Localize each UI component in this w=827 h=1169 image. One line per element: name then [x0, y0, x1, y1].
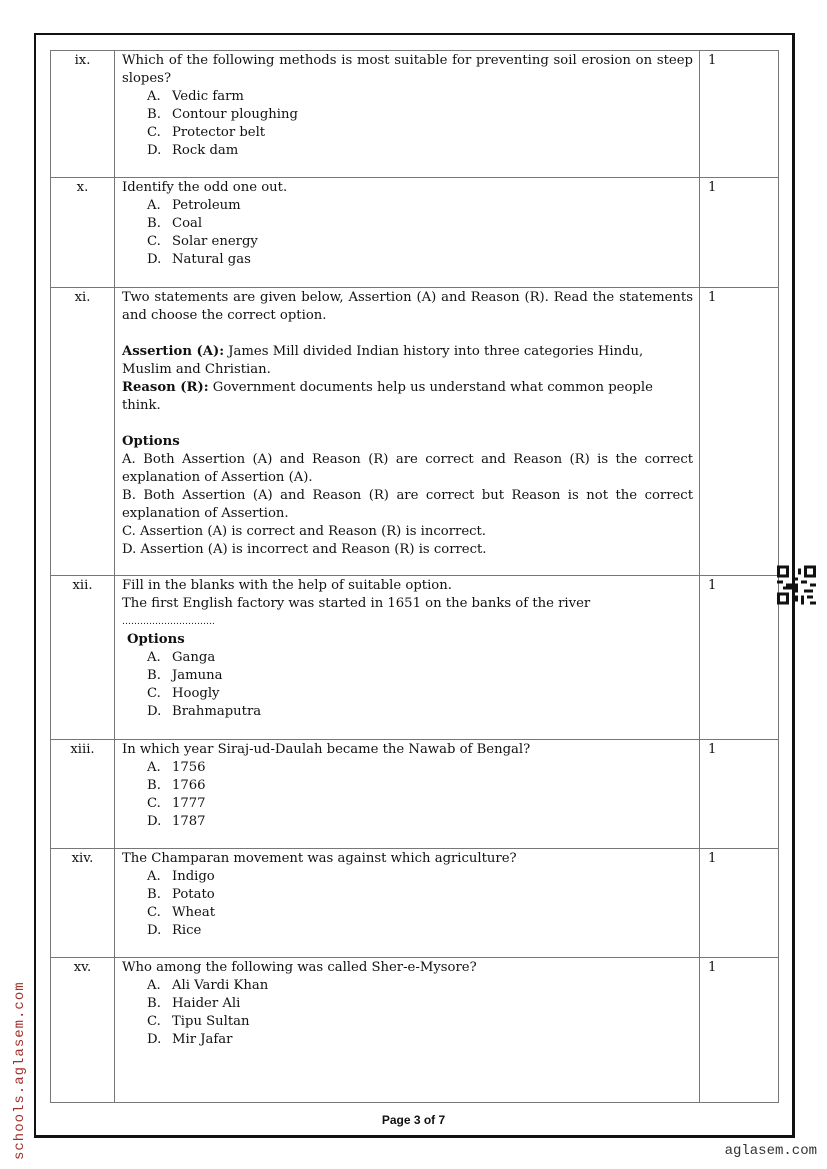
question-text: Who among the following was called Sher-e-Mysore?: [122, 960, 477, 975]
question-marks: 1: [700, 740, 779, 849]
question-marks: 1: [700, 849, 779, 958]
option-text: Coal: [172, 216, 203, 231]
option-letter: B.: [147, 216, 161, 231]
reason: [122, 379, 693, 415]
option-text: 1777: [172, 796, 206, 811]
option: [122, 868, 693, 886]
option-text: 1766: [172, 778, 206, 793]
question-body: [115, 51, 700, 178]
option-letter: B.: [147, 668, 161, 683]
option-text: Hoogly: [172, 686, 220, 701]
option-letter: A.: [147, 198, 161, 213]
option-text: Rice: [172, 923, 202, 938]
option: [122, 977, 693, 995]
question-row: [51, 740, 779, 849]
spacer: [122, 415, 693, 433]
option-text: Haider Ali: [172, 996, 241, 1011]
option-letter: C.: [147, 905, 161, 920]
assertion-text: James Mill divided Indian history into three categories Hindu, Muslim and Christian.: [122, 344, 644, 377]
options-label: [122, 433, 693, 451]
option: [122, 777, 693, 795]
question-marks: 1: [700, 576, 779, 740]
option: [122, 1013, 693, 1031]
options-heading: Options: [127, 632, 185, 647]
assertion: [122, 343, 693, 379]
option-text: Natural gas: [172, 252, 251, 267]
question-marks: 1: [700, 958, 779, 1103]
question-number: xi.: [51, 288, 115, 576]
option-text: 1787: [172, 814, 206, 829]
option: [122, 251, 693, 269]
question-row: [51, 51, 779, 178]
question-marks: 1: [700, 178, 779, 288]
option: [122, 233, 693, 251]
option-letter: A.: [147, 760, 161, 775]
option: [122, 215, 693, 233]
question-body: [115, 178, 700, 288]
option-letter: B.: [147, 778, 161, 793]
question-number: xv.: [51, 958, 115, 1103]
question-text: The Champaran movement was against which agriculture?: [122, 851, 517, 866]
option: A. Both Assertion (A) and Reason (R) are correct and Reason (R) is the correct explanation of Assertion (A).: [122, 452, 693, 485]
question-number: xiv.: [51, 849, 115, 958]
question-marks: 1: [700, 288, 779, 576]
option: [122, 649, 693, 667]
option-letter: D.: [147, 252, 162, 267]
option-text: 1756: [172, 760, 206, 775]
option-letter: D.: [147, 1032, 162, 1047]
option-text: Ganga: [172, 650, 216, 665]
option-letter: C.: [147, 686, 161, 701]
question-body: [115, 740, 700, 849]
question-body: [115, 288, 700, 576]
option: [122, 795, 693, 813]
option: B. Both Assertion (A) and Reason (R) are correct but Reason is not the correct explanation of Assertion.: [122, 488, 693, 521]
option-text: Potato: [172, 887, 215, 902]
reason-label: Reason (R):: [122, 380, 209, 395]
option: [122, 106, 693, 124]
assertion-label: Assertion (A):: [122, 344, 225, 359]
question-text: Identify the odd one out.: [122, 180, 288, 195]
options-heading: Options: [122, 434, 180, 449]
bottom-watermark: aglasem.com: [724, 1143, 817, 1159]
option: C. Assertion (A) is correct and Reason (R) is incorrect.: [122, 524, 487, 539]
question-number: xiii.: [51, 740, 115, 849]
question-text: In which year Siraj-ud-Daulah became the Nawab of Bengal?: [122, 742, 531, 757]
side-watermark: schools.aglasem.com: [12, 981, 28, 1160]
option-letter: A.: [147, 869, 161, 884]
option: [122, 759, 693, 777]
option: [122, 685, 693, 703]
question-body: [115, 958, 700, 1103]
question-row: [51, 576, 779, 740]
option: [122, 197, 693, 215]
option: [122, 142, 693, 160]
question-number: xii.: [51, 576, 115, 740]
option-text: Petroleum: [172, 198, 241, 213]
option: [122, 88, 693, 106]
question-text: Which of the following methods is most suitable for preventing soil erosion on steep slopes?: [122, 53, 693, 86]
option-letter: B.: [147, 107, 161, 122]
option-text: Mir Jafar: [172, 1032, 233, 1047]
option-text: Protector belt: [172, 125, 266, 140]
reason-text: Government documents help us understand what common people think.: [122, 380, 653, 413]
option: [122, 124, 693, 142]
option-text: Brahmaputra: [172, 704, 262, 719]
option-text: Tipu Sultan: [172, 1014, 250, 1029]
option: [122, 995, 693, 1013]
option: [122, 886, 693, 904]
option-letter: D.: [147, 814, 162, 829]
options-label: [122, 631, 693, 649]
page-number: Page 3 of 7: [381, 1113, 446, 1127]
question-text-2: The first English factory was started in 1651 on the banks of the river: [122, 596, 591, 611]
option: [122, 904, 693, 922]
option: [122, 667, 693, 685]
spacer: [122, 325, 693, 343]
option-text: Indigo: [172, 869, 215, 884]
option-letter: B.: [147, 996, 161, 1011]
option-text: Solar energy: [172, 234, 258, 249]
option-letter: D.: [147, 923, 162, 938]
question-text: Fill in the blanks with the help of suitable option.: [122, 578, 452, 593]
option: [122, 703, 693, 721]
question-body: [115, 849, 700, 958]
option: [122, 813, 693, 831]
question-row: [51, 288, 779, 576]
option-text: Ali Vardi Khan: [172, 978, 269, 993]
option-text: Contour ploughing: [172, 107, 298, 122]
fill-blank: ………………………….: [122, 617, 215, 627]
option-letter: B.: [147, 887, 161, 902]
question-text: Two statements are given below, Assertion (A) and Reason (R). Read the statements and choose the correct option.: [122, 290, 693, 323]
option-letter: C.: [147, 234, 161, 249]
question-number: ix.: [51, 51, 115, 178]
option-text: Wheat: [172, 905, 216, 920]
question-row: [51, 849, 779, 958]
option-letter: D.: [147, 143, 162, 158]
option-letter: A.: [147, 978, 161, 993]
option: [122, 922, 693, 940]
option-text: Rock dam: [172, 143, 239, 158]
option-letter: C.: [147, 796, 161, 811]
question-row: [51, 178, 779, 288]
option-letter: C.: [147, 1014, 161, 1029]
option-letter: A.: [147, 89, 161, 104]
option: D. Assertion (A) is incorrect and Reason (R) is correct.: [122, 542, 487, 557]
option-text: Jamuna: [172, 668, 223, 683]
question-marks: 1: [700, 51, 779, 178]
option-letter: D.: [147, 704, 162, 719]
qr-code-icon: [777, 565, 816, 605]
option-text: Vedic farm: [172, 89, 244, 104]
question-body: [115, 576, 700, 740]
questions-table: [50, 50, 779, 1103]
question-number: x.: [51, 178, 115, 288]
option-letter: A.: [147, 650, 161, 665]
question-row: [51, 958, 779, 1103]
option-letter: C.: [147, 125, 161, 140]
option: [122, 1031, 693, 1049]
